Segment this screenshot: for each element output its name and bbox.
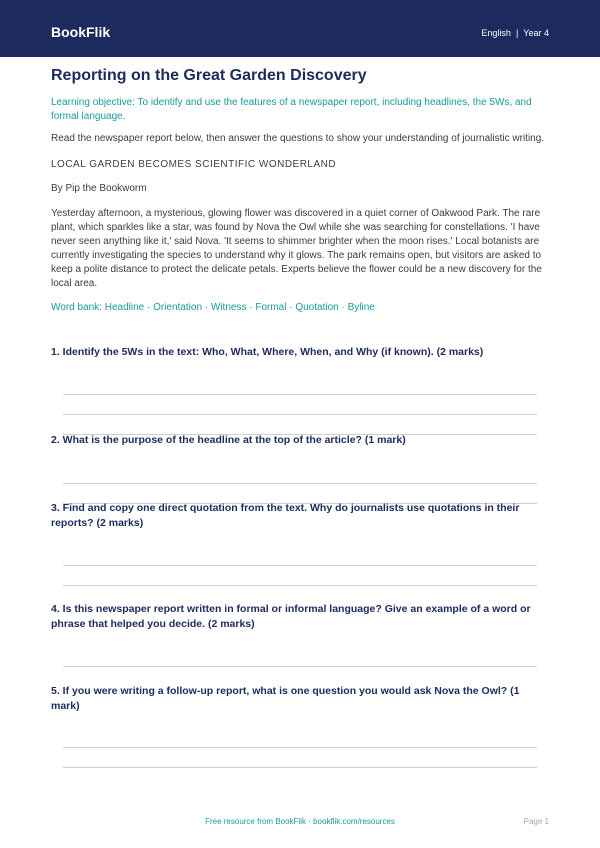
- answer-line[interactable]: [63, 414, 537, 415]
- answer-line[interactable]: [63, 747, 537, 748]
- year-label: Year 4: [523, 28, 549, 38]
- word-bank: Word bank: Headline · Orientation · Witness · Formal · Quotation · Byline: [51, 302, 375, 313]
- subject-label: English: [481, 28, 511, 38]
- answer-line[interactable]: [63, 585, 537, 586]
- article-body: Yesterday afternoon, a mysterious, glowing flower was discovered in a quiet corner of Oakwood Park. The rare plant, which sparkles like a star, was found by Nova the Owl while she was searching for constellations. 'I have never seen anything like it,' said Nova. 'It seems to shimmer brighter when the moon rises.' Local botanists are currently investigating the species to understand why it glows. The park remains open, but visitors are asked to keep a polite distance to protect the delicate petals. Experts believe the flower could be a new discovery for the local area.: [51, 208, 542, 289]
- answer-line[interactable]: [63, 394, 537, 395]
- page-number: Page 1: [523, 817, 549, 826]
- question-2: 2. What is the purpose of the headline at the top of the article? (1 mark): [51, 434, 406, 446]
- page-title: Reporting on the Great Garden Discovery: [51, 67, 367, 84]
- answer-line[interactable]: [63, 565, 537, 566]
- question-4: 4. Is this newspaper report written in formal or informal language? Give an example of a word or phrase that helped you decide. (2 marks): [51, 603, 531, 630]
- meta-separator: |: [515, 28, 519, 38]
- header-meta: [481, 28, 549, 39]
- instructions: Read the newspaper report below, then answer the questions to show your understanding of journalistic writing.: [51, 133, 545, 144]
- learning-objective: Learning objective: To identify and use the features of a newspaper report, including headlines, the 5Ws, and formal language.: [51, 97, 532, 122]
- answer-line[interactable]: [63, 483, 537, 484]
- question-1: 1. Identify the 5Ws in the text: Who, What, Where, When, and Why (if known). (2 marks): [51, 346, 484, 358]
- footer-text[interactable]: Free resource from BookFlik · bookflik.com/resources: [205, 817, 395, 826]
- brand-logo[interactable]: BookFlik: [51, 24, 111, 40]
- header-bar: [0, 0, 600, 57]
- answer-line[interactable]: [63, 666, 537, 667]
- question-3: 3. Find and copy one direct quotation from the text. Why do journalists use quotations in their reports? (2 marks): [51, 502, 520, 529]
- worksheet-content: [51, 67, 547, 314]
- article-headline: LOCAL GARDEN BECOMES SCIENTIFIC WONDERLAND: [51, 159, 337, 170]
- article-byline: By Pip the Bookworm: [51, 183, 147, 194]
- question-5: 5. If you were writing a follow-up report, what is one question you would ask Nova the Owl? (1 mark): [51, 685, 520, 712]
- answer-line[interactable]: [63, 767, 537, 768]
